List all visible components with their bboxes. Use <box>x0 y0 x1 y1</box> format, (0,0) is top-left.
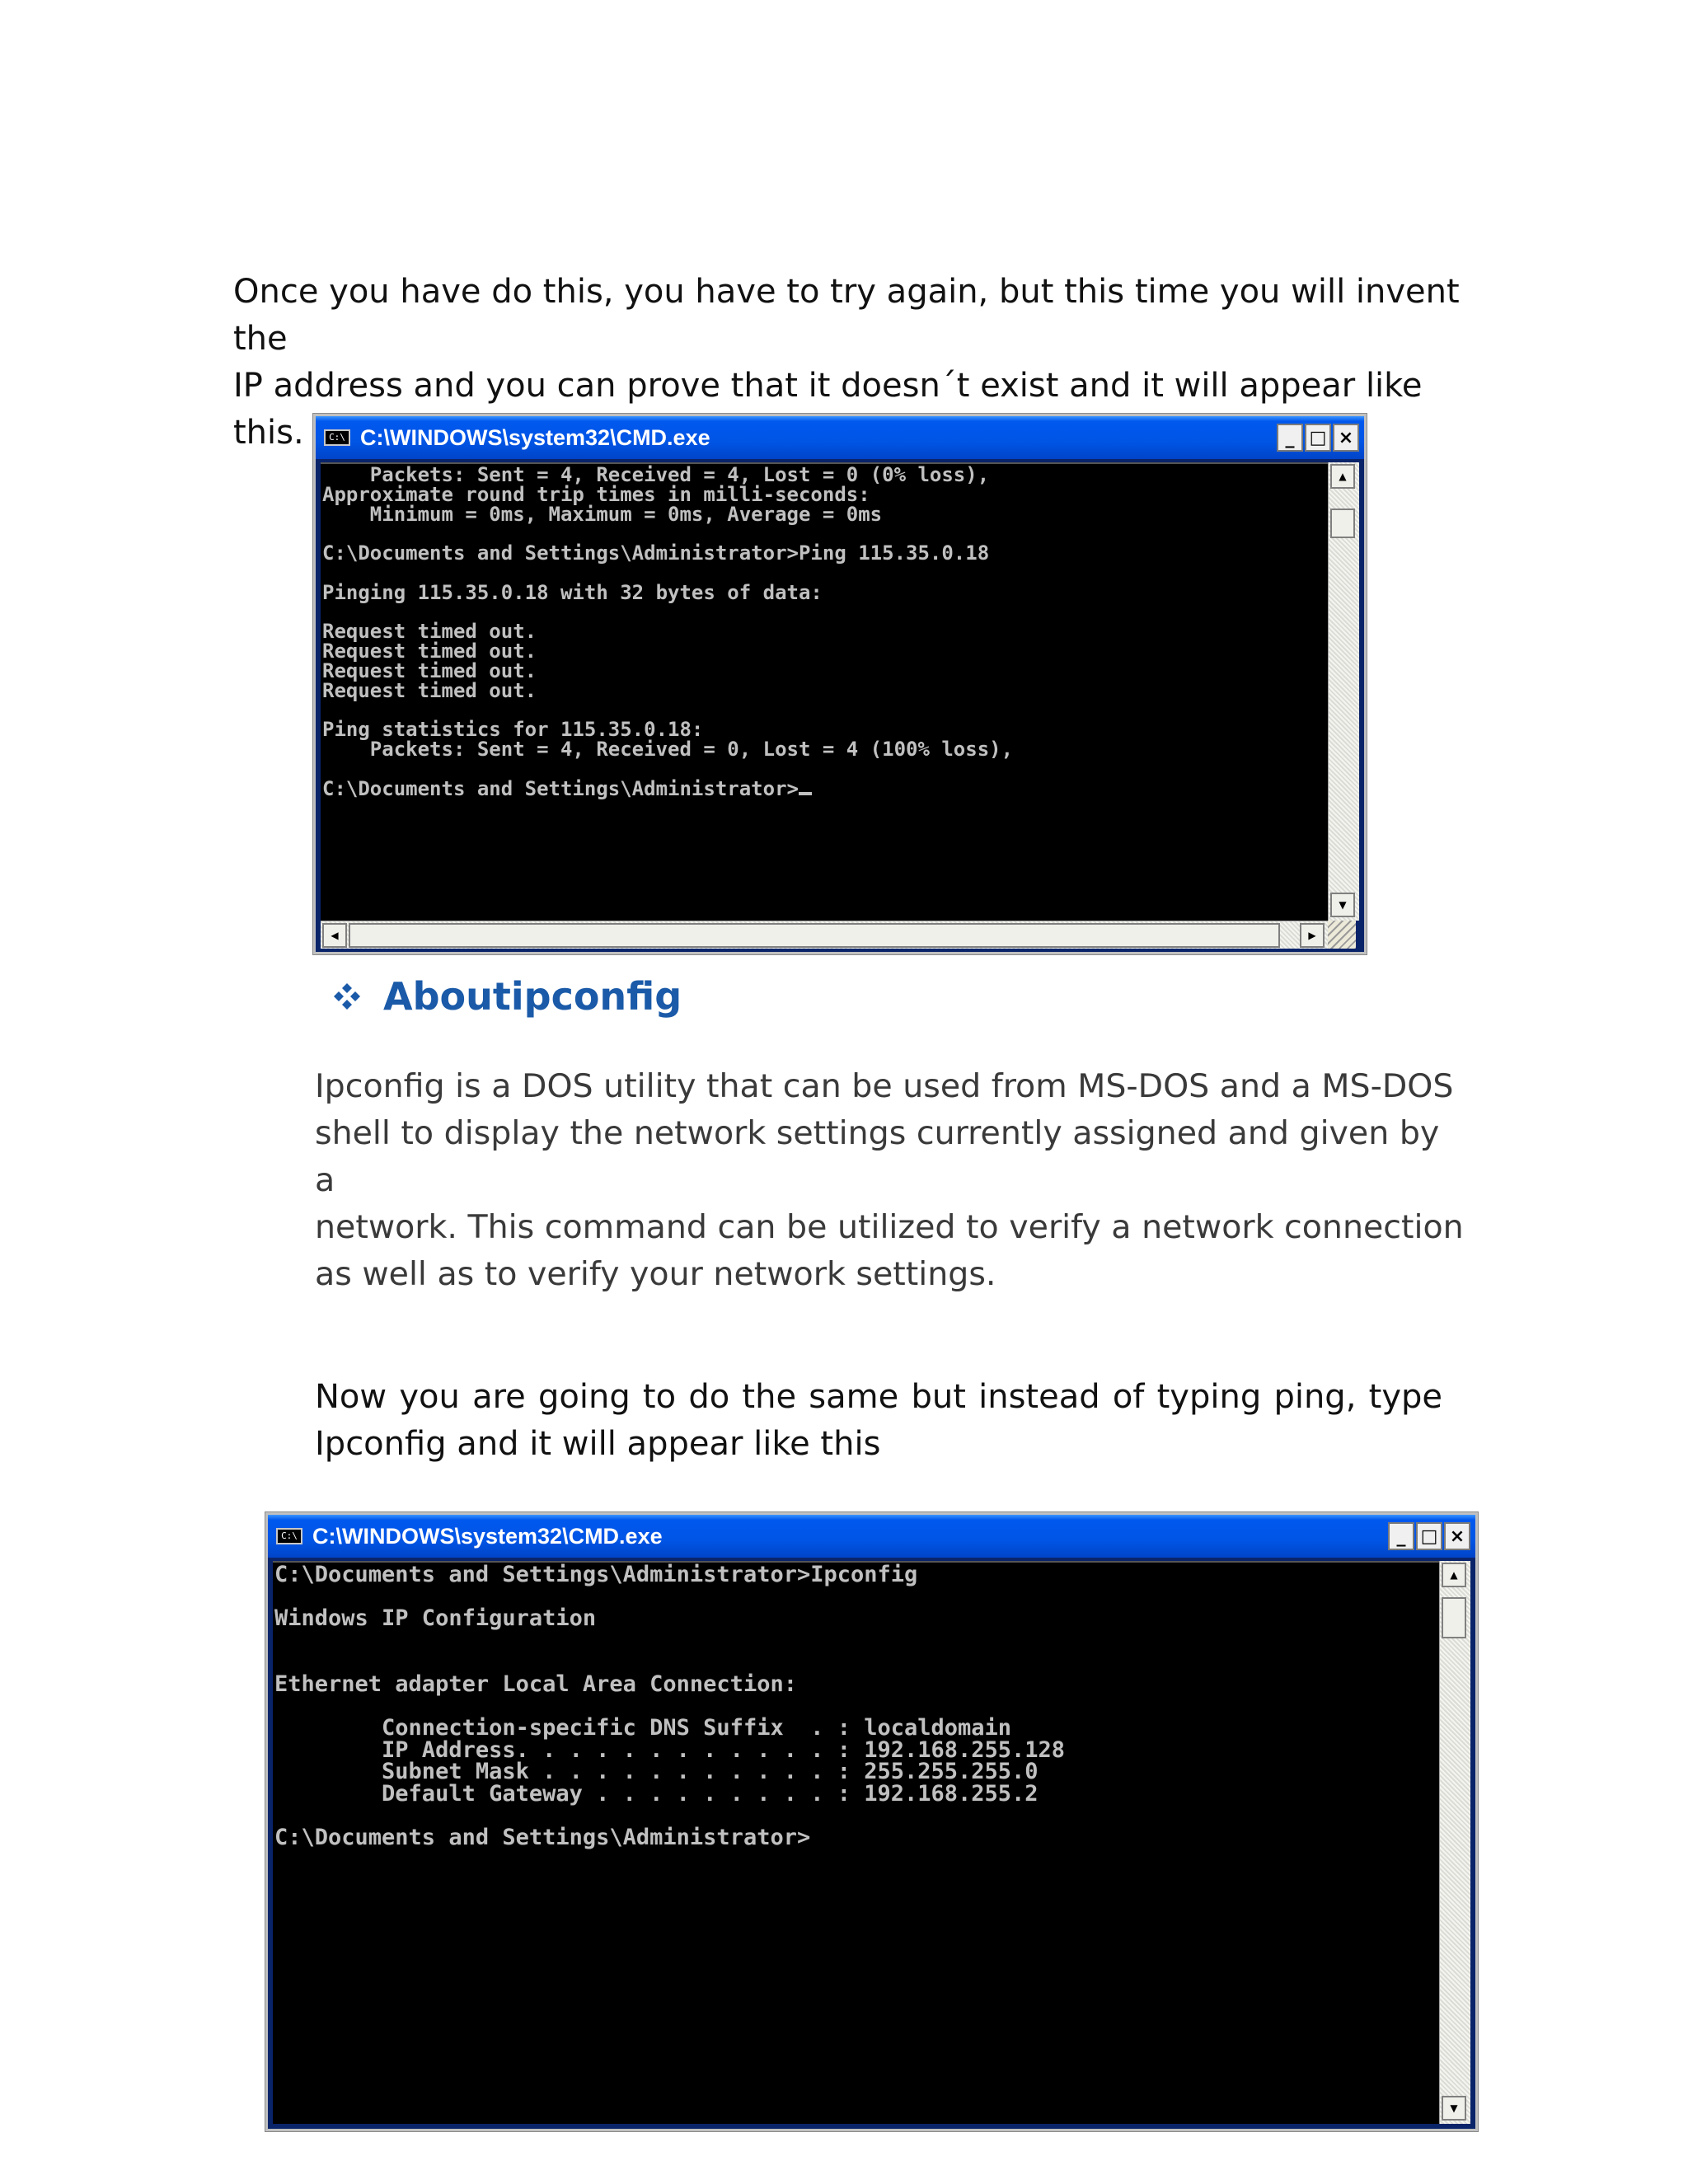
scroll-up-icon[interactable]: ▲ <box>1330 464 1355 489</box>
window-title: C:\WINDOWS\system32\CMD.exe <box>360 424 710 450</box>
resize-grip-icon[interactable] <box>1328 921 1356 949</box>
vertical-scrollbar[interactable] <box>1328 462 1359 921</box>
intro-line-2: IP address and you can prove that it doesn´t exist and it will appear like this. <box>233 367 1423 452</box>
console-output: Packets: Sent = 4, Received = 4, Lost = 0 (0% loss), Approximate round trip times in milli-seconds: Minimum = 0ms, Maximum = 0ms, Average = 0ms C:\Documents and Settings\Administrator>Ping 115.35.0.18 Pinging 115.35.0.18 with 32 bytes of data: Request timed out. Request timed out. Request timed out. Request timed out. Ping statistics for 115.35.0.18: Packets: Sent = 4, Received = 0, Lost = 4 (100% loss), C:\Documents and Settings\Administrator> <box>322 463 1014 800</box>
console-output-area[interactable] <box>273 1561 1439 2124</box>
scroll-down-icon[interactable]: ▼ <box>1330 893 1355 917</box>
window-title: C:\WINDOWS\system32\CMD.exe <box>312 1523 663 1549</box>
window-controls <box>1388 1522 1470 1550</box>
diamond-bullet-icon <box>332 982 362 1011</box>
console-output-area[interactable] <box>321 462 1328 921</box>
ipconfig-line-2: shell to display the network settings currently assigned and given by a <box>315 1114 1440 1199</box>
section-heading <box>332 974 682 1019</box>
cmd-window-ping[interactable] <box>313 414 1367 954</box>
maximize-button[interactable]: □ <box>1305 424 1331 452</box>
scroll-right-icon[interactable]: ▶ <box>1300 923 1325 948</box>
scroll-up-icon[interactable]: ▲ <box>1442 1563 1466 1587</box>
title-bar[interactable] <box>316 416 1364 459</box>
vertical-scrollbar[interactable] <box>1439 1561 1470 2124</box>
close-button[interactable]: × <box>1333 424 1359 452</box>
ipconfig-line-3: network. This command can be utilized to verify a network connection <box>315 1208 1464 1246</box>
console-output: C:\Documents and Settings\Administrator>Ipconfig Windows IP Configuration Ethernet adapter Local Area Connection: Connection-specific DNS Suffix . : localdomain IP Address. . . . . . . . . . . . : 192.168.255.128 Subnet Mask . . . . . . . . . . . : 255.255.255.0 Default Gateway . . . . . . . . . : 192.168.255.2 C:\Documents and Settings\Administrator> <box>274 1562 1066 1851</box>
title-bar[interactable] <box>268 1515 1475 1558</box>
close-button[interactable]: × <box>1444 1522 1470 1550</box>
ipconfig-line-4: as well as to verify your network settings. <box>315 1255 996 1293</box>
horizontal-scrollbar-thumb[interactable] <box>349 923 1280 948</box>
scroll-left-icon[interactable]: ◀ <box>322 923 347 948</box>
console-icon[interactable]: C:\ <box>276 1528 302 1544</box>
ipconfig-description <box>315 1063 1469 1298</box>
horizontal-scrollbar[interactable] <box>321 921 1328 949</box>
scrollbar-thumb[interactable] <box>1330 509 1355 538</box>
scroll-down-icon[interactable]: ▼ <box>1442 2096 1466 2121</box>
maximize-button[interactable]: □ <box>1416 1522 1442 1550</box>
scrollbar-thumb[interactable] <box>1442 1597 1466 1638</box>
window-controls <box>1277 424 1359 452</box>
cmd-window-ipconfig[interactable] <box>265 1512 1478 2131</box>
heading-text: Aboutipconfig <box>383 974 682 1019</box>
minimize-button[interactable]: _ <box>1388 1522 1414 1550</box>
ipconfig-line-1: Ipconfig is a DOS utility that can be used from MS-DOS and a MS-DOS <box>315 1067 1454 1105</box>
text-cursor <box>799 792 812 795</box>
instruction-paragraph: Now you are going to do the same but instead of typing ping, type Ipconfig and it will appear like this <box>315 1378 1442 1463</box>
intro-line-1: Once you have do this, you have to try again, but this time you will invent the <box>233 273 1460 358</box>
console-icon[interactable]: C:\ <box>324 429 350 446</box>
minimize-button[interactable]: _ <box>1277 424 1303 452</box>
